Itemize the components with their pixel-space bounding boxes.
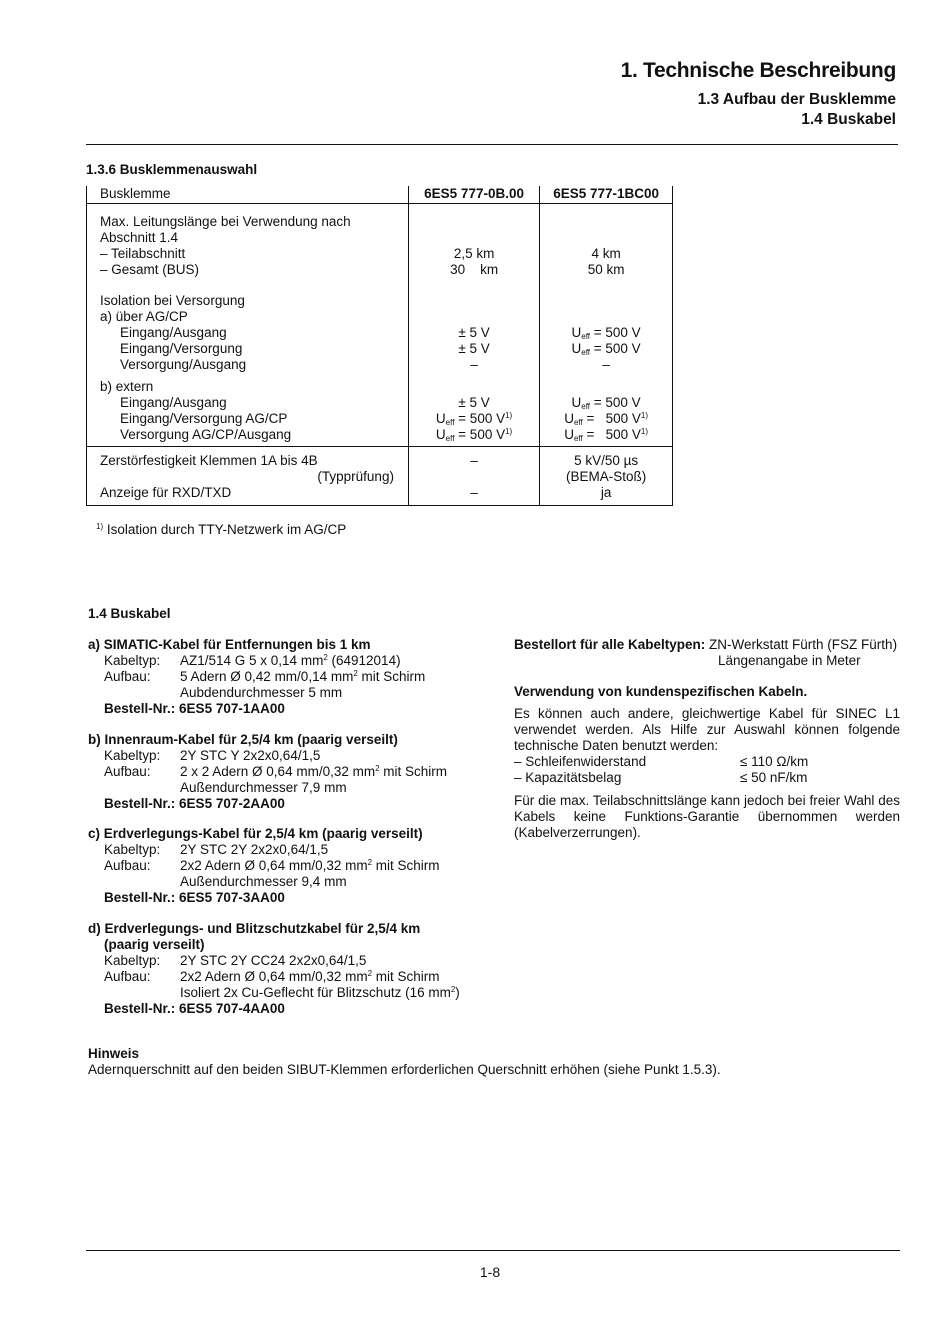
type-value: 2Y STC 2Y 2x2x0,64/1,5 (180, 842, 329, 857)
spec-value: ≤ 110 Ω/km (740, 754, 809, 769)
order-number: Bestell-Nr.: 6ES5 707-1AA00 (104, 701, 285, 716)
type-value: 2Y STC Y 2x2x0,64/1,5 (180, 748, 321, 763)
isolation-b-title: b) extern (100, 379, 154, 394)
cable-a-block (88, 637, 488, 717)
cable-d-title-2: (paarig verseilt) (104, 937, 205, 952)
cable-d-block (88, 921, 488, 1017)
value-cell: $U_{eff} = 500$ $V^{1)}$ (564, 427, 648, 443)
value-cell: 2,5 km (453, 246, 495, 261)
build-value: 2 x 2 Adern Ø 0,64 mm/0,32 $mm^2$ mit Schirm (180, 764, 448, 779)
type-label: Kabeltyp: (104, 653, 161, 668)
type-label: Kabeltyp: (104, 953, 161, 968)
isolation-a-label: Eingang/Versorgung (120, 341, 243, 356)
length-intro-line-2: Abschnitt 1.4 (100, 230, 179, 245)
build-value: Isoliert 2x Cu-Geflecht für Blitzschutz (16 $mm^2$) (180, 985, 460, 1000)
col-header-1bc00: 6ES5 777-1BC00 (540, 186, 673, 204)
section-title-1-3: 1.3 Aufbau der Busklemme (697, 91, 896, 108)
build-value: Außendurchmesser 9,4 mm (180, 874, 347, 889)
value-cell: 30 km (450, 262, 499, 277)
cable-order-row (88, 701, 488, 717)
order-place-value: ZN-Werkstatt Fürth (FSZ Fürth) (705, 637, 898, 652)
value-cell: 4 km (591, 246, 621, 261)
value-cell: $U_{eff} = 500$ V (571, 325, 641, 341)
col-0b00-values (408, 204, 539, 447)
list-item (514, 754, 900, 770)
zerst-label: Zerstörfestigkeit Klemmen 1A bis 4B (100, 453, 318, 468)
cable-c-block (88, 826, 488, 906)
cable-build-row (88, 669, 488, 685)
value-cell: (BEMA-Stoß) (565, 469, 647, 484)
value-cell: – (470, 453, 478, 468)
build-label: Aufbau: (104, 669, 151, 684)
type-label: Kabeltyp: (104, 748, 161, 763)
custom-cables-text: Es können auch andere, gleichwertige Kabel für SINEC L1 verwendet werden. Als Hilfe zur Auswahl können folgende technische Daten benutzt werden: (514, 706, 900, 753)
value-cell: $U_{eff} = 500$ V (571, 341, 641, 357)
header-rule (86, 144, 898, 145)
col-0b00-values (408, 447, 539, 506)
build-label: Aufbau: (104, 969, 151, 984)
custom-cables-note: Für die max. Teilabschnittslänge kann jedoch bei freier Wahl des Kabels keine Funktions-Garantie übernommen werden (Kabelverzerrungen). (514, 793, 900, 840)
cable-c-title: c) Erdverlegungs-Kabel für 2,5/4 km (paarig verseilt) (88, 826, 423, 841)
value-cell: ± 5 V (458, 325, 490, 340)
spec-label: – Schleifenwiderstand (514, 754, 647, 769)
value-cell: $U_{eff} = 500$ $V^{1)}$ (564, 411, 648, 427)
cable-build-row (88, 874, 488, 890)
type-value: 2Y STC 2Y CC24 2x2x0,64/1,5 (180, 953, 367, 968)
list-item (514, 770, 900, 786)
order-place-label: Bestellort für alle Kabeltypen: (514, 637, 706, 652)
length-intro-line-1: Max. Leitungslänge bei Verwendung nach (100, 214, 351, 229)
value-cell: ± 5 V (458, 395, 490, 410)
build-label: Aufbau: (104, 764, 151, 779)
order-place-value-2: Längenangabe in Meter (718, 653, 861, 668)
col-1bc00-values (540, 447, 673, 506)
cable-build-row (88, 764, 488, 780)
footer-rule (86, 1250, 900, 1251)
value-cell: – (470, 485, 478, 500)
value-cell: – (602, 357, 610, 372)
order-place-line (514, 637, 900, 653)
build-label: Aufbau: (104, 858, 151, 873)
order-number: Bestell-Nr.: 6ES5 707-3AA00 (104, 890, 285, 905)
anzeige-label: Anzeige für RXD/TXD (100, 485, 232, 500)
type-label: Kabeltyp: (104, 842, 161, 857)
cable-b-title: b) Innenraum-Kabel für 2,5/4 km (paarig verseilt) (88, 732, 398, 747)
spec-list (514, 754, 900, 786)
cable-build-row (88, 985, 488, 1001)
isolation-title: Isolation bei Versorgung (100, 293, 245, 308)
build-value: 2x2 Adern Ø 0,64 mm/0,32 $mm^2$ mit Schirm (180, 969, 440, 984)
order-number: Bestell-Nr.: 6ES5 707-2AA00 (104, 796, 285, 811)
cable-type-row (88, 653, 488, 669)
cable-order-row (88, 1001, 488, 1017)
zerst-sub-label: (Typprüfung) (317, 469, 394, 484)
table-footnote: $^{1)}$ Isolation durch TTY-Netzwerk im AG/CP (96, 522, 347, 537)
build-value: Aubdendurchmesser 5 mm (180, 685, 343, 700)
value-cell: ± 5 V (458, 341, 490, 356)
chapter-title: 1. Technische Beschreibung (620, 59, 896, 82)
buskabel-title: 1.4 Buskabel (88, 606, 171, 621)
order-place (514, 637, 900, 669)
cable-type-row (88, 842, 488, 858)
table-row (87, 447, 673, 506)
selection-title: 1.3.6 Busklemmenauswahl (86, 162, 258, 177)
cable-build-row (88, 969, 488, 985)
value-cell: ja (600, 485, 612, 500)
table-row (87, 204, 673, 447)
value-cell: 50 km (587, 262, 625, 277)
section-title-1-4: 1.4 Buskabel (801, 111, 896, 128)
cable-build-row (88, 780, 488, 796)
value-cell: $U_{eff} = 500$ V (571, 395, 641, 411)
isolation-b-label: Eingang/Ausgang (120, 395, 227, 410)
value-cell: $U_{eff} = 500$ $V^{1)}$ (435, 411, 513, 427)
teilabschnitt-label: – Teilabschnitt (100, 246, 186, 261)
hint-title: Hinweis (88, 1046, 140, 1061)
spec-value: ≤ 50 nF/km (740, 770, 808, 785)
col-header-busklemme: Busklemme (87, 186, 409, 204)
isolation-b-label: Versorgung AG/CP/Ausgang (120, 427, 292, 442)
col-header-0b00: 6ES5 777-0B.00 (408, 186, 539, 204)
value-cell: – (470, 357, 478, 372)
cable-build-row (88, 685, 488, 701)
page-number: 1-8 (479, 1264, 501, 1280)
cable-b-block (88, 732, 488, 812)
build-value: Außendurchmesser 7,9 mm (180, 780, 347, 795)
cable-order-row (88, 796, 488, 812)
isolation-b-label: Eingang/Versorgung AG/CP (120, 411, 288, 426)
bus-terminal-table (86, 186, 673, 506)
col-1bc00-values (540, 204, 673, 447)
row-labels (87, 204, 409, 447)
cable-type-row (88, 953, 488, 969)
row-labels (87, 447, 409, 506)
isolation-a-title: a) über AG/CP (100, 309, 188, 324)
type-value: AZ1/514 G 5 x 0,14 $mm^2$ (64912014) (180, 653, 401, 668)
cable-order-row (88, 890, 488, 906)
gesamt-label: – Gesamt (BUS) (100, 262, 200, 277)
value-cell: $U_{eff} = 500$ $V^{1)}$ (435, 427, 513, 443)
isolation-a-label: Versorgung/Ausgang (120, 357, 247, 372)
isolation-a-label: Eingang/Ausgang (120, 325, 227, 340)
cable-build-row (88, 858, 488, 874)
cable-a-title: a) SIMATIC-Kabel für Entfernungen bis 1 km (88, 637, 371, 652)
order-number: Bestell-Nr.: 6ES5 707-4AA00 (104, 1001, 285, 1016)
build-value: 2x2 Adern Ø 0,64 mm/0,32 $mm^2$ mit Schirm (180, 858, 440, 873)
cable-d-title: d) Erdverlegungs- und Blitzschutzkabel für 2,5/4 km (88, 921, 421, 936)
custom-cables-title: Verwendung von kundenspezifischen Kabeln. (514, 684, 808, 699)
table-header-row (87, 186, 673, 204)
value-cell: 5 kV/50 µs (574, 453, 639, 468)
hint-text: Adernquerschnitt auf den beiden SIBUT-Klemmen erforderlichen Querschnitt erhöhen (siehe Punkt 1.5.3). (88, 1062, 721, 1077)
cable-type-row (88, 748, 488, 764)
build-value: 5 Adern Ø 0,42 mm/0,14 $mm^2$ mit Schirm (180, 669, 426, 684)
spec-label: – Kapazitätsbelag (514, 770, 622, 785)
